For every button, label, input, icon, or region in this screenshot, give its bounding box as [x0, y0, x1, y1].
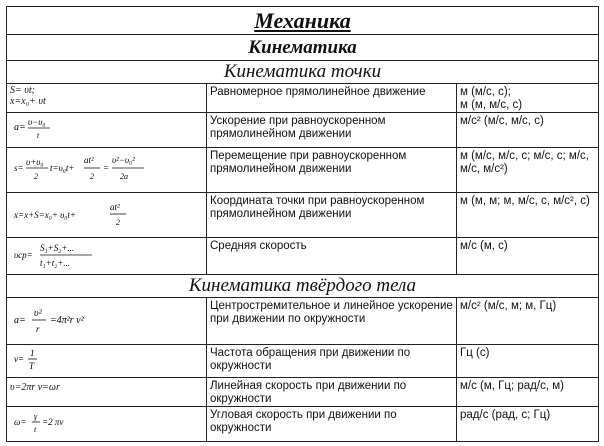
description-cell: Средняя скорость [207, 238, 457, 275]
svg-text:=4π²r ν²: =4π²r ν² [50, 315, 84, 326]
svg-text:1: 1 [30, 348, 35, 358]
table-row [7, 148, 599, 193]
section-header-row [7, 61, 599, 84]
units-cell: м (м/с, с); м (м, м/с, с) [457, 84, 599, 113]
table-row [7, 298, 599, 345]
subtitle-row [7, 35, 599, 61]
formula-cell [7, 84, 207, 113]
table-row [7, 407, 599, 442]
table-row [7, 113, 599, 148]
description-cell: Линейная скорость при движении по окружности [207, 378, 457, 407]
svg-text:t: t [34, 425, 37, 434]
description-cell: Равномерное прямолинейное движение [207, 84, 457, 113]
formula-cell [7, 148, 207, 193]
formula [10, 239, 200, 271]
section-heading: Кинематика точки [7, 61, 599, 84]
units-cell: м/с² (м/с, м; м, Гц) [457, 298, 599, 345]
svg-text:T: T [29, 361, 35, 371]
formula-cell [7, 407, 207, 442]
description-cell: Частота обращения при движении по окружности [207, 345, 457, 378]
svg-text:υср=: υср= [14, 250, 33, 260]
svg-text:2: 2 [90, 172, 94, 181]
svg-text:υ²−υ₀²: υ²−υ₀² [112, 155, 135, 165]
description-cell: Координата точки при равноускоренном прямолинейном движении [207, 193, 457, 238]
formula-cell: υ=2πr ν=ωr [7, 378, 207, 407]
svg-text:2: 2 [116, 218, 120, 227]
svg-text:at²: at² [84, 155, 94, 165]
table-row [7, 238, 599, 275]
units-cell: м/с² (м/с, м/с, с) [457, 113, 599, 148]
svg-text:=2 πν: =2 πν [42, 417, 64, 427]
formula [10, 194, 204, 234]
formula [10, 114, 200, 144]
formula-cell [7, 345, 207, 378]
table-row [7, 193, 599, 238]
formula [10, 346, 200, 374]
page-title: Механика [7, 7, 599, 35]
svg-text:a=: a= [14, 122, 26, 133]
mechanics-table [6, 6, 599, 442]
units-cell: м/с (м, Гц; рад/с, м) [457, 378, 599, 407]
svg-text:ν=: ν= [14, 354, 25, 364]
table-row [7, 345, 599, 378]
formula-cell [7, 113, 207, 148]
units-cell: Гц (с) [457, 345, 599, 378]
description-cell: Ускорение при равноускоренном прямолинейном движении [207, 113, 457, 148]
svg-text:=: = [103, 163, 110, 173]
svg-text:x=x+S=x₀+ υ₀t+: x=x+S=x₀+ υ₀t+ [14, 210, 76, 220]
svg-text:t₁+t₂+...: t₁+t₂+... [40, 258, 71, 268]
svg-text:υ+υ₀: υ+υ₀ [26, 157, 44, 167]
units-cell: м (м/с, м/с, с; м/с, с; м/с, м/с, м/с²) [457, 148, 599, 193]
svg-text:a=: a= [14, 315, 26, 326]
title-row [7, 7, 599, 35]
formula-cell [7, 298, 207, 345]
units-cell: рад/с (рад, с; Гц) [457, 407, 599, 442]
table-row [7, 378, 599, 407]
formula-sheet [6, 6, 598, 440]
table-row [7, 84, 599, 113]
svg-text:2a: 2a [120, 172, 128, 181]
description-cell: Центростремительное и линейное ускорение при движении по окружности [207, 298, 457, 345]
svg-text:r: r [36, 324, 40, 334]
svg-text:t: t [37, 131, 40, 140]
svg-text:υ−υ₀: υ−υ₀ [28, 117, 46, 127]
svg-text:S₁+S₂+...: S₁+S₂+... [40, 243, 75, 253]
page-subtitle: Кинематика [7, 35, 599, 61]
formula: S= υt; x=x₀+ υt [10, 85, 46, 107]
svg-text:t=υ₀t+: t=υ₀t+ [50, 163, 75, 173]
svg-text:γ: γ [34, 412, 38, 421]
units-cell: м/с (м, с) [457, 238, 599, 275]
description-cell: Перемещение при равноускоренном прямолинейном движении [207, 148, 457, 193]
svg-text:ω=: ω= [14, 417, 27, 427]
section-heading: Кинематика твёрдого тела [7, 275, 599, 298]
svg-text:at²: at² [110, 202, 120, 212]
svg-text:υ²: υ² [34, 308, 42, 319]
formula-cell [7, 193, 207, 238]
units-cell: м (м, м; м, м/с, с, м/с², с) [457, 193, 599, 238]
formula [10, 149, 204, 189]
svg-text:2: 2 [34, 172, 38, 181]
formula [10, 299, 200, 341]
formula [10, 408, 200, 438]
formula-cell [7, 238, 207, 275]
section-header-row [7, 275, 599, 298]
description-cell: Угловая скорость при движении по окружности [207, 407, 457, 442]
svg-text:s=: s= [14, 163, 24, 173]
